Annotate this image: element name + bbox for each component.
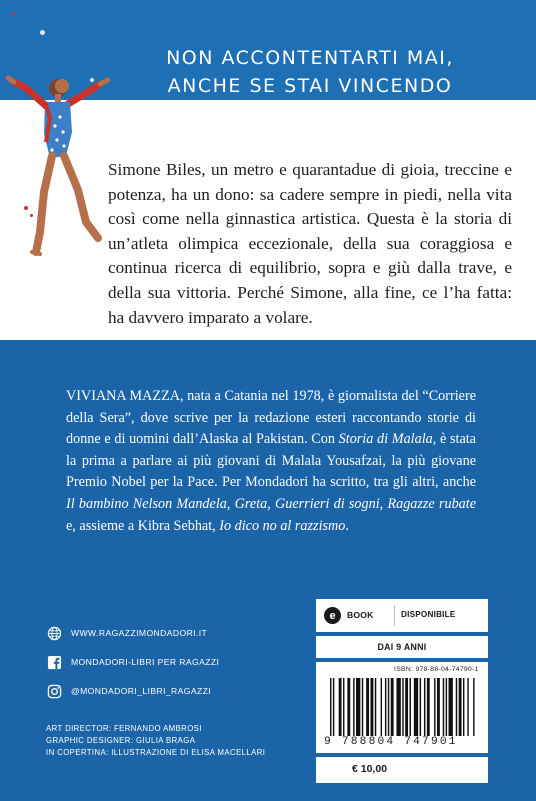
barcode-bar [333,678,334,736]
barcode-bar [353,678,354,736]
barcode-bar [467,678,468,736]
barcode-bar [420,678,421,736]
barcode-bar [370,678,373,736]
ebook-logo-icon: e [324,607,341,624]
tagline-line-2: ANCHE SE STAI VINCENDO [167,75,453,97]
social-facebook[interactable] [46,651,276,673]
book-title: Guerrieri di sogni [275,495,380,512]
barcode-bar [459,678,462,736]
barcode-bar [402,678,403,736]
website-link[interactable]: WWW.RAGAZZIMONDADORI.IT [71,628,208,638]
barcode-bar [473,678,474,736]
barcode-bar [356,678,360,736]
tagline [110,44,510,100]
barcode [330,678,476,736]
barcode-bar [427,678,430,736]
author-bio [66,386,476,537]
facebook-icon [46,654,62,670]
barcode-bar [339,678,342,736]
barcode-bar [391,678,394,736]
credit-graphic-designer: GRAPHIC DESIGNER: GIULIA BRAGA [46,736,196,745]
instagram-link[interactable]: @MONDADORI_LIBRI_RAGAZZI [71,686,212,696]
barcode-bar [463,678,464,736]
price-row [316,757,488,783]
credits [46,723,265,759]
ean-number: 9 788804 747901 [324,736,458,748]
instagram-icon [46,683,62,699]
barcode-bar [424,678,425,736]
bio-text: , [379,495,388,512]
bio-text: , è stata la prima a parlare ai più giovani di Malala Yousafzai, la più giovane Premio Nobel per la Pace. Per Mondadori ha scritto, tra gli altri, anche [66,431,476,491]
book-title: Storia di Malala [338,431,433,448]
bio-text: , [226,495,235,512]
credit-art-director: ART DIRECTOR: FERNANDO AMBROSI [46,724,202,733]
bio-text: , [267,495,276,512]
price-label: € 10,00 [352,763,388,775]
barcode-bar [437,678,440,736]
ebook-label: BOOK [347,610,374,620]
facebook-link[interactable]: MONDADORI-LIBRI PER RAGAZZI [71,657,220,667]
book-title: Ragazze rubate [387,495,476,512]
barcode-box [316,599,488,783]
book-title: Greta [234,495,268,512]
social-links [46,622,276,709]
bio-text: VIVIANA MAZZA, nata a Catania nel 1978, è giornalista del “Corriere della Sera”, dove scrive per la redazione esteri raccontando storie di donne e di uomini dall’Alaska al Pakistan. Con [66,388,476,448]
barcode-bar [388,678,389,736]
age-row [316,636,488,658]
barcode-bar [405,678,408,736]
barcode-bar [414,678,418,736]
book-title: Il bambino Nelson Mandela [66,495,227,512]
barcode-bar [396,678,400,736]
barcode-bar [343,678,344,736]
social-web[interactable] [46,622,276,644]
decorative-dot [40,30,45,35]
barcode-bar [385,678,386,736]
bio-text: e, assieme a Kibra Sebhat, [66,517,220,534]
barcode-bar [375,678,376,736]
barcode-bar [381,678,382,736]
barcode-bar [362,678,363,736]
ebook-divider [394,605,395,626]
age-label: DAI 9 ANNI [377,642,427,652]
synopsis-text: Simone Biles, un metro e quarantadue di gioia, treccine e potenza, ha un dono: sa cadere sempre in piedi, nella vita così come nella ginnastica artistica. Questa è la storia di un’atleta olimpica eccezionale, della sua coraggiosa e continua ricerca di equilibrio, sopra e giù dalla trave, e della sua vittoria. Perché Simone, alla fine, ce l’ha fatta: ha davvero imparato a volare. [108,160,512,327]
tagline-line-1: NON ACCONTENTARTI MAI, [166,47,454,69]
barcode-bar [449,678,453,736]
book-title: Io dico no al razzismo [219,517,346,534]
isbn-text: ISBN: 978-88-04-74790-1 [394,666,479,673]
gymnast-illustration [0,62,112,262]
barcode-bar [443,678,444,736]
barcode-bar [434,678,435,736]
decorative-dot [12,12,15,15]
barcode-bar [456,678,457,736]
barcode-bar [446,678,447,736]
availability-label: DISPONIBILE [401,610,456,619]
ebook-row [316,599,488,632]
barcode-bar [410,678,411,736]
credit-cover-illustration: IN COPERTINA: ILLUSTRAZIONE DI ELISA MACELLARI [46,748,266,757]
barcode-area [316,662,488,753]
barcode-bar [366,678,369,736]
globe-icon [46,625,62,641]
bio-text: . [345,517,349,534]
barcode-bar [330,678,331,736]
social-instagram[interactable] [46,680,276,702]
barcode-bar [347,678,350,736]
